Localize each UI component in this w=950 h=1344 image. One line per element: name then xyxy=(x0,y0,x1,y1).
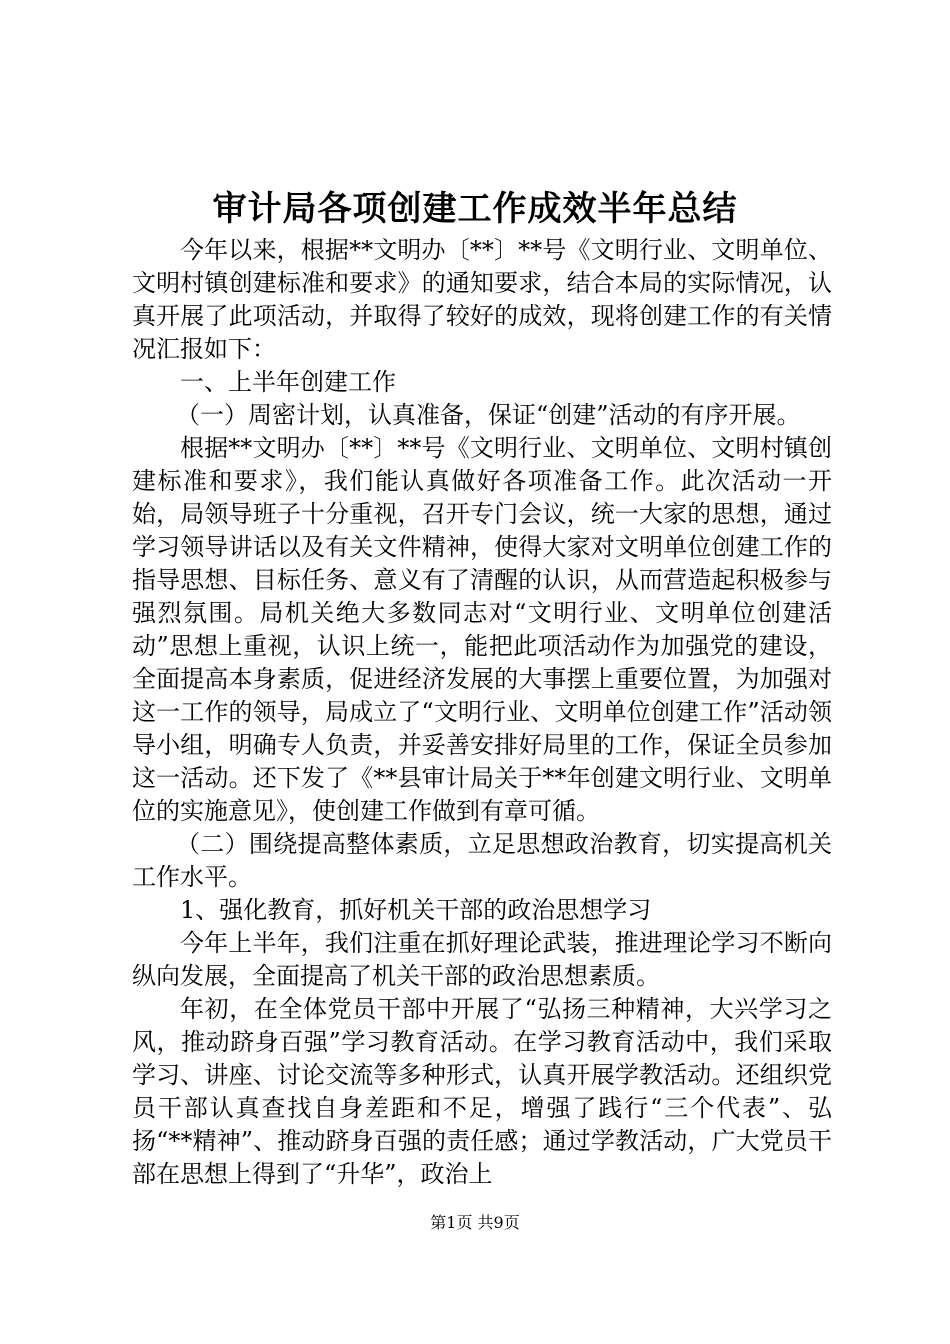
subsection-heading-2: （二）围绕提高整体素质，立足思想政治教育，切实提高机关工作水平。 xyxy=(132,830,832,891)
paragraph-preparation: 根据**文明办〔**〕**号《文明行业、文明单位、文明村镇创建标准和要求》，我们能认真做好各项准备工作。此次活动一开始，局领导班子十分重视，召开专门会议，统一大家的思想，通过学习领导讲话以及有关文件精神，使得大家对文明单位创建工作的指导思想、目标任务、意义有了清醒的认识，从而营造起积极参与强烈氛围。局机关绝大多数同志对“文明行业、文明单位创建活动”思想上重视，认识上统一，能把此项活动作为加强党的建设，全面提高本身素质，促进经济发展的大事摆上重要位置，为加强对这一工作的领导，局成立了“文明行业、文明单位创建工作”活动领导小组，明确专人负责，并妥善安排好局里的工作，保证全员参加这一活动。还下发了《**县审计局关于**年创建文明行业、文明单位的实施意见》，使创建工作做到有章可循。 xyxy=(132,434,832,825)
document-title: 审计局各项创建工作成效半年总结 xyxy=(212,189,738,229)
page-number-footer: 第1页 共9页 xyxy=(430,1213,520,1232)
paragraph-intro: 今年以来，根据**文明办〔**〕**号《文明行业、文明单位、文明村镇创建标准和要求》的通知要求，结合本局的实际情况，认真开展了此项活动，并取得了较好的成效，现将创建工作的有关情况汇报如下： xyxy=(132,236,832,363)
subsection-heading-1: （一）周密计划，认真准备，保证“创建”活动的有序开展。 xyxy=(176,401,801,429)
section-heading-1: 一、上半年创建工作 xyxy=(180,368,396,396)
paragraph-theory-study: 今年上半年，我们注重在抓好理论武装，推进理论学习不断向纵向发展，全面提高了机关干部的政治思想素质。 xyxy=(132,929,832,990)
item-heading-1: 1、强化教育，抓好机关干部的政治思想学习 xyxy=(180,896,652,924)
paragraph-education-activity: 年初，在全体党员干部中开展了“弘扬三种精神，大兴学习之风，推动跻身百强”学习教育活动。在学习教育活动中，我们采取学习、讲座、讨论交流等多种形式，认真开展学教活动。还组织党员干部认真查找自身差距和不足，增强了践行“三个代表”、弘扬“**精神”、推动跻身百强的责任感；通过学教活动，广大党员干部在思想上得到了“升华”，政治上 xyxy=(132,995,832,1188)
document-body xyxy=(132,234,832,1191)
